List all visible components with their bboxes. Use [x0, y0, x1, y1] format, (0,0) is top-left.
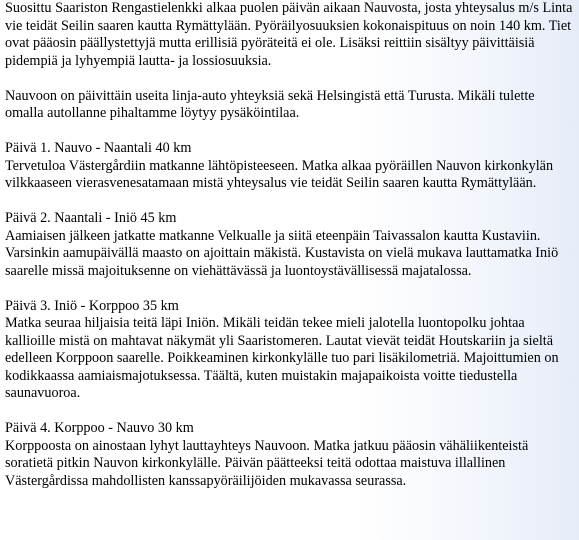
day-1-text: Tervetuloa Västergårdiin matkanne lähtöpisteeseen. Matka alkaa pyöräillen Nauvon kirkonkylän vilkkaaseen vierasvenesatamaan mistä yhteysalus vie teidät Seilin saaren kautta Rymättylään.: [5, 157, 554, 191]
day-2-title: Päivä 2. Naantali - Iniö 45 km: [5, 210, 177, 226]
day-2-section: [5, 210, 575, 280]
day-1-section: [5, 140, 575, 193]
day-1-title: Päivä 1. Nauvo - Naantali 40 km: [5, 140, 192, 156]
day-4-section: [5, 420, 575, 490]
day-3-text: Matka seuraa hiljaisia teitä läpi Iniön. Mikäli teidän tekee mieli jalotella luontopolku johtaa kallioille mistä on mahtavat näkymät yli Saaristomeren. Lautat vievät teidät Houtskariin ja sieltä edelleen Korppoon saarelle. Poikkeaminen kirkonkylälle tuo pari lisäkilometriä. Majoittumien on kodikkaassa aamiaismajotuksessa. Täältä, kuten muistakin majapaikoista voitte tiedustella saunavuoroa.: [5, 315, 559, 401]
day-4-title: Päivä 4. Korppoo - Nauvo 30 km: [5, 420, 194, 436]
route-description: [5, 0, 575, 508]
day-2-text: Aamiaisen jälkeen jatkatte matkanne Velkualle ja siitä eteenpäin Taivassalon kautta Kustaviin. Varsinkin aamupäivällä maasto on ajoittain mäkistä. Kustavista on vielä mukava lauttamatka Iniö saarelle missä majoituksenne on viehättävässä ja luontoystävällisessä majatalossa.: [5, 227, 559, 279]
day-3-title: Päivä 3. Iniö - Korppoo 35 km: [5, 297, 179, 314]
day-4-text: Korppoosta on ainostaan lyhyt lauttayhteys Nauvoon. Matka jatkuu pääosin vähäliikenteistä soratietä pitkin Nauvon kirkonkylälle. Päivän päätteeksi teitä odottaa maistuva illallinen Västergårdissa mahdollisten kanssapyöräilijöiden mukavassa seurassa.: [5, 437, 529, 489]
transport-paragraph: Nauvoon on päivittäin useita linja-auto yhteyksiä sekä Helsingistä että Turusta. Mikäli tulette omalla autollanne pihaltamme löytyy pysäköintilaa.: [5, 87, 535, 121]
intro-paragraph: Suosittu Saariston Rengastielenkki alkaa puolen päivän aikaan Nauvosta, josta yhteysalus m/s Linta vie teidät Seilin saaren kautta Rymättylään. Pyöräilyosuuksien kokonaispituus on noin 140 km. Tiet ovat pääosin päällystettyjä mutta erillisiä pyöräteitä ei ole. Lisäksi reittiin sisältyy päivittäisiä pidempiä ja lyhyempiä lautta- ja lossiosuuksia.: [5, 0, 573, 69]
day-3-section: [5, 298, 575, 403]
